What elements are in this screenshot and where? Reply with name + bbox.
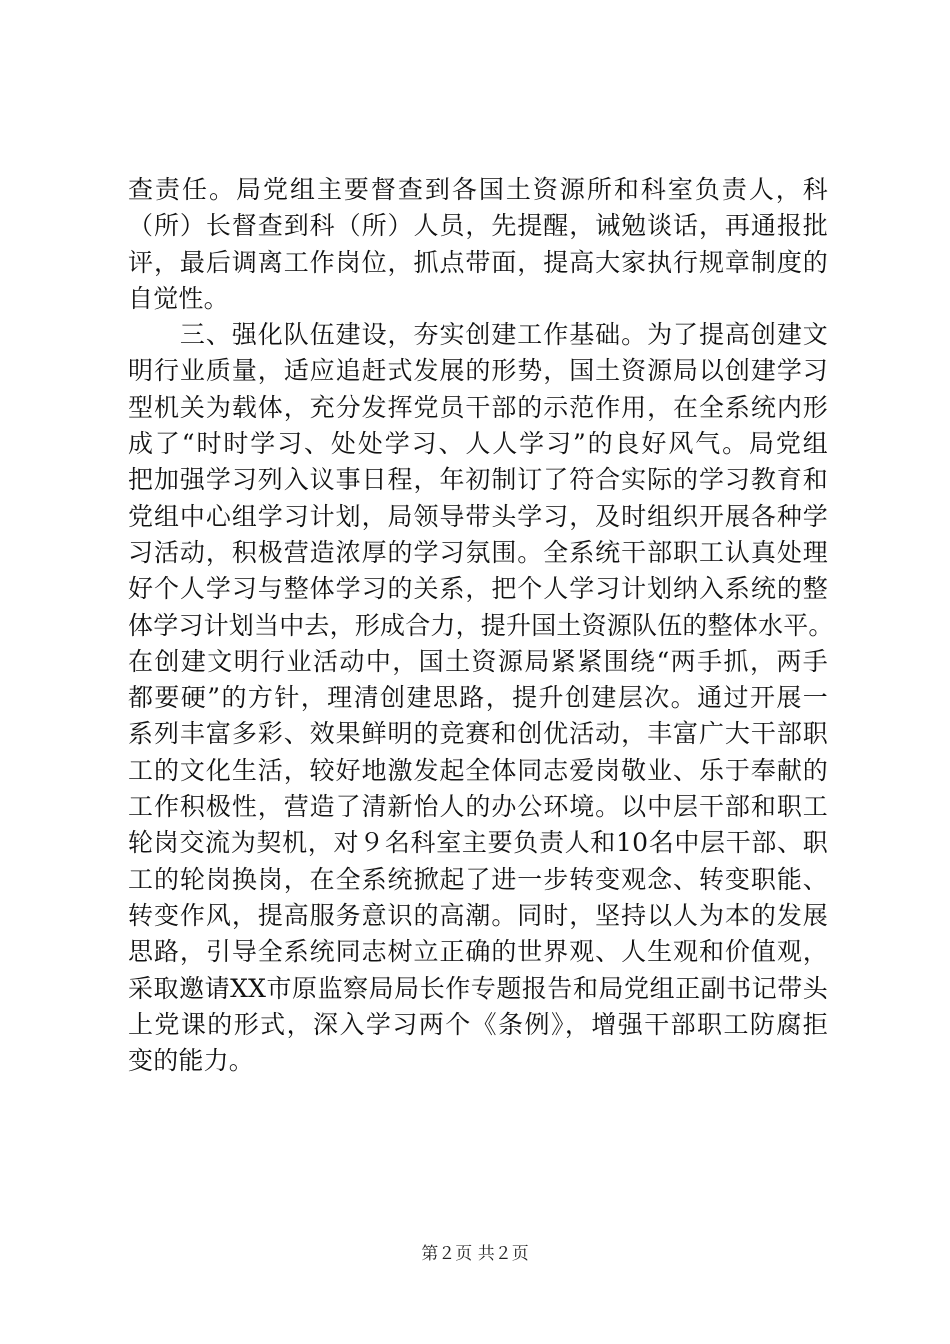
text-line-13: 体学习计划当中去，形成合力，提升国土资源队伍的整体水平。 (128, 610, 834, 640)
text-line-14: 在创建文明行业活动中，国土资源局紧紧围绕“两手抓，两手 (128, 646, 828, 676)
text-line-25: 变的能力。 (128, 1046, 255, 1076)
text-line-11: 习活动，积极营造浓厚的学习氛围。全系统干部职工认真处理 (128, 537, 828, 567)
text-line-15: 都要硬”的方针，理清创建思路，提升创建层次。通过开展一 (128, 683, 828, 713)
text-line-6: 明行业质量，适应追赶式发展的形势，国土资源局以创建学习 (128, 356, 828, 386)
text-line-4: 自觉性。 (128, 283, 229, 313)
text-line-9: 把加强学习列入议事日程，年初制订了符合实际的学习教育和 (128, 465, 828, 495)
text-line-7: 型机关为载体，充分发挥党员干部的示范作用，在全系统内形 (128, 392, 828, 422)
body-text (128, 172, 834, 1079)
text-line-23: 采取邀请XX市原监察局局长作专题报告和局党组正副书记带头 (128, 973, 828, 1003)
text-line-18: 工作积极性，营造了清新怡人的办公环境。以中层干部和职工 (128, 792, 828, 822)
text-line-2: （所）长督查到科（所）人员，先提醒，诫勉谈话，再通报批 (128, 211, 828, 241)
text-line-3: 评，最后调离工作岗位，抓点带面，提高大家执行规章制度的 (128, 247, 828, 277)
text-line-16: 系列丰富多彩、效果鲜明的竞赛和创优活动，丰富广大干部职 (128, 719, 828, 749)
page-footer: 第２页 共２页 (421, 1244, 529, 1264)
text-line-1: 查责任。局党组主要督查到各国土资源所和科室负责人，科 (128, 175, 828, 204)
text-line-24: 上党课的形式，深入学习两个《条例》，增强干部职工防腐拒 (128, 1009, 828, 1039)
text-line-10: 党组中心组学习计划，局领导带头学习，及时组织开展各种学 (128, 501, 828, 531)
text-line-21: 转变作风，提高服务意识的高潮。同时，坚持以人为本的发展 (128, 900, 828, 930)
text-line-17: 工的文化生活，较好地激发起全体同志爱岗敬业、乐于奉献的 (128, 755, 828, 785)
text-line-20: 工的轮岗换岗，在全系统掀起了进一步转变观念、转变职能、 (128, 864, 828, 894)
text-line-22: 思路，引导全系统同志树立正确的世界观、人生观和价值观， (128, 937, 828, 967)
text-line-19: 轮岗交流为契机，对９名科室主要负责人和10名中层干部、职 (128, 828, 828, 858)
text-line-12: 好个人学习与整体学习的关系，把个人学习计划纳入系统的整 (128, 574, 828, 604)
text-line-5: 三、强化队伍建设，夯实创建工作基础。为了提高创建文 (128, 320, 828, 350)
text-line-8: 成了“时时学习、处处学习、人人学习”的良好风气。局党组 (128, 429, 828, 459)
